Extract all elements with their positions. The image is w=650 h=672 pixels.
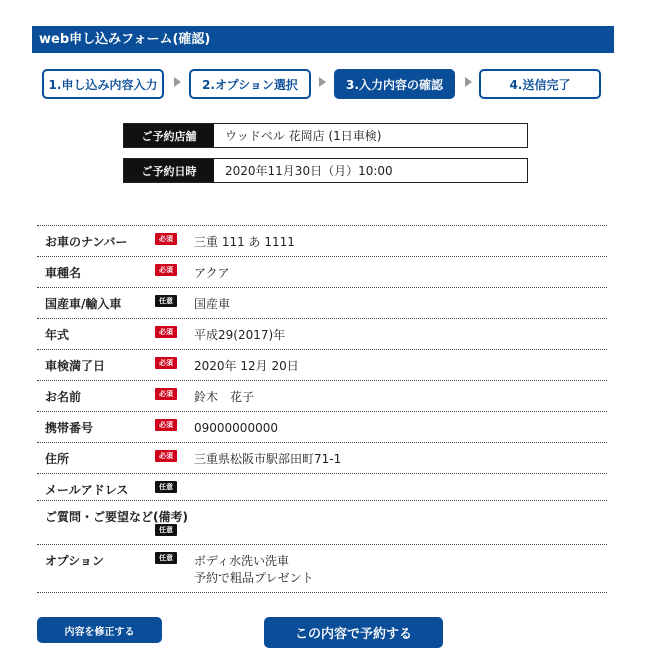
field-label: ご質問・ご要望など(備考) <box>45 510 188 524</box>
step-arrow-icon <box>465 77 472 87</box>
reservation-date-value: 2020年11月30日（月）10:00 <box>225 164 393 178</box>
step-4: 4.送信完了 <box>479 69 601 99</box>
reservation-store-row <box>123 123 528 148</box>
field-label: オプション <box>45 554 104 568</box>
required-badge: 必須 <box>155 233 177 245</box>
field-value: 平成29(2017)年 <box>194 328 286 342</box>
table-row <box>37 257 607 288</box>
required-badge: 必須 <box>155 264 177 276</box>
submit-reservation-button[interactable]: この内容で予約する <box>264 617 443 648</box>
option-item: ボディ水洗い洗車 <box>194 554 290 568</box>
reservation-store-label: ご予約店舗 <box>124 124 214 147</box>
page-title: web申し込みフォーム(確認) <box>32 26 614 53</box>
field-value: 2020年 12月 20日 <box>194 359 299 373</box>
step-1: 1.申し込み内容入力 <box>42 69 164 99</box>
field-value: 鈴木 花子 <box>194 390 255 404</box>
step-arrow-icon <box>319 77 326 87</box>
field-label: メールアドレス <box>45 483 129 497</box>
field-value: 三重 111 あ 1111 <box>194 235 295 249</box>
optional-badge: 任意 <box>155 295 177 307</box>
field-label: お車のナンバー <box>45 235 128 249</box>
reservation-date-row <box>123 158 528 183</box>
table-row <box>37 381 607 412</box>
required-badge: 必須 <box>155 419 177 431</box>
field-label: 車種名 <box>45 266 82 280</box>
required-badge: 必須 <box>155 357 177 369</box>
table-row <box>37 474 607 501</box>
field-label: 携帯番号 <box>45 421 94 435</box>
required-badge: 必須 <box>155 388 177 400</box>
table-row <box>37 288 607 319</box>
required-badge: 必須 <box>155 450 177 462</box>
field-label: 住所 <box>45 452 70 466</box>
field-label: 車検満了日 <box>45 359 106 373</box>
step-3-current: 3.入力内容の確認 <box>334 69 455 99</box>
field-label: お名前 <box>45 390 82 404</box>
edit-button[interactable]: 内容を修正する <box>37 617 162 643</box>
table-row <box>37 501 607 545</box>
required-badge: 必須 <box>155 326 177 338</box>
field-value <box>194 553 314 587</box>
table-row <box>37 350 607 381</box>
step-arrow-icon <box>174 77 181 87</box>
confirmation-table <box>37 225 607 593</box>
table-row <box>37 545 607 593</box>
optional-badge: 任意 <box>155 481 177 493</box>
optional-badge: 任意 <box>155 524 177 536</box>
table-row <box>37 319 607 350</box>
reservation-date-label: ご予約日時 <box>124 159 214 182</box>
field-label: 年式 <box>45 328 70 342</box>
field-value: アクア <box>194 266 230 280</box>
option-item: 予約で粗品プレゼント <box>194 571 314 585</box>
field-value: 09000000000 <box>194 421 278 435</box>
step-2: 2.オプション選択 <box>189 69 311 99</box>
progress-steps <box>42 69 602 99</box>
field-value: 国産車 <box>194 297 231 311</box>
table-row <box>37 443 607 474</box>
optional-badge: 任意 <box>155 552 177 564</box>
table-row <box>37 412 607 443</box>
field-value: 三重県松阪市駅部田町71-1 <box>194 452 342 466</box>
field-label: 国産車/輸入車 <box>45 297 122 311</box>
reservation-store-value: ウッドベル 花岡店 (1日車検) <box>225 129 382 143</box>
table-row <box>37 226 607 257</box>
